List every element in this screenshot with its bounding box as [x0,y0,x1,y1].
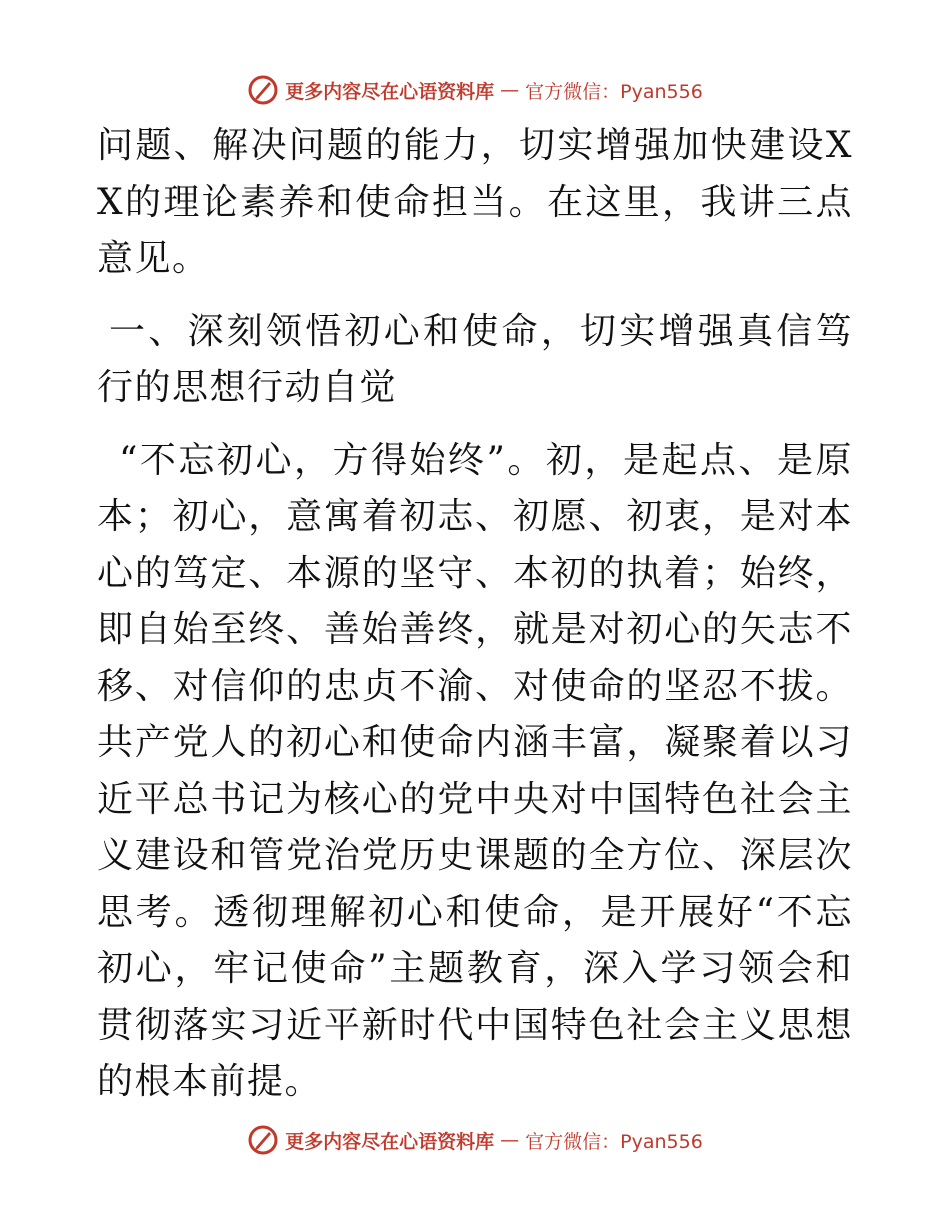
footer-banner-content [247,1124,703,1156]
footer-banner [0,1120,950,1160]
footer-banner-dash: — [500,1129,520,1151]
header-banner-content [247,74,703,106]
footer-banner-wechat-text: 官方微信：Pyan556 [525,1130,703,1153]
section-heading: 一、深刻领悟初心和使命，切实增强真信笃行的思想行动自觉 [97,310,853,408]
quill-logo-icon [247,74,279,106]
document-body [97,118,853,1111]
banner-dash: — [500,79,520,101]
header-banner [0,70,950,110]
intro-paragraph: 问题、解决问题的能力，切实增强加快建设XX的理论素养和使命担当。在这里，我讲三点意见。 [97,125,853,279]
banner-main-text: 更多内容尽在心语资料库 [285,80,495,103]
banner-wechat-text: 官方微信：Pyan556 [525,80,703,103]
footer-banner-main-text: 更多内容尽在心语资料库 [285,1130,495,1153]
quill-logo-icon [247,1124,279,1156]
body-paragraph: “不忘初心，方得始终”。初，是起点、是原本；初心，意寓着初志、初愿、初衷，是对本心的笃定、本源的坚守、本初的执着；始终，即自始至终、善始善终，就是对初心的矢志不移、对信仰的忠贞不渝、对使命的坚忍不拔。共产党人的初心和使命内涵丰富，凝聚着以习近平总书记为核心的党中央对中国特色社会主义建设和管党治党历史课题的全方位、深层次思考。透彻理解初心和使命，是开展好“不忘初心，牢记使命”主题教育，深入学习领会和贯彻落实习近平新时代中国特色社会主义思想的根本前提。 [97,439,853,1102]
